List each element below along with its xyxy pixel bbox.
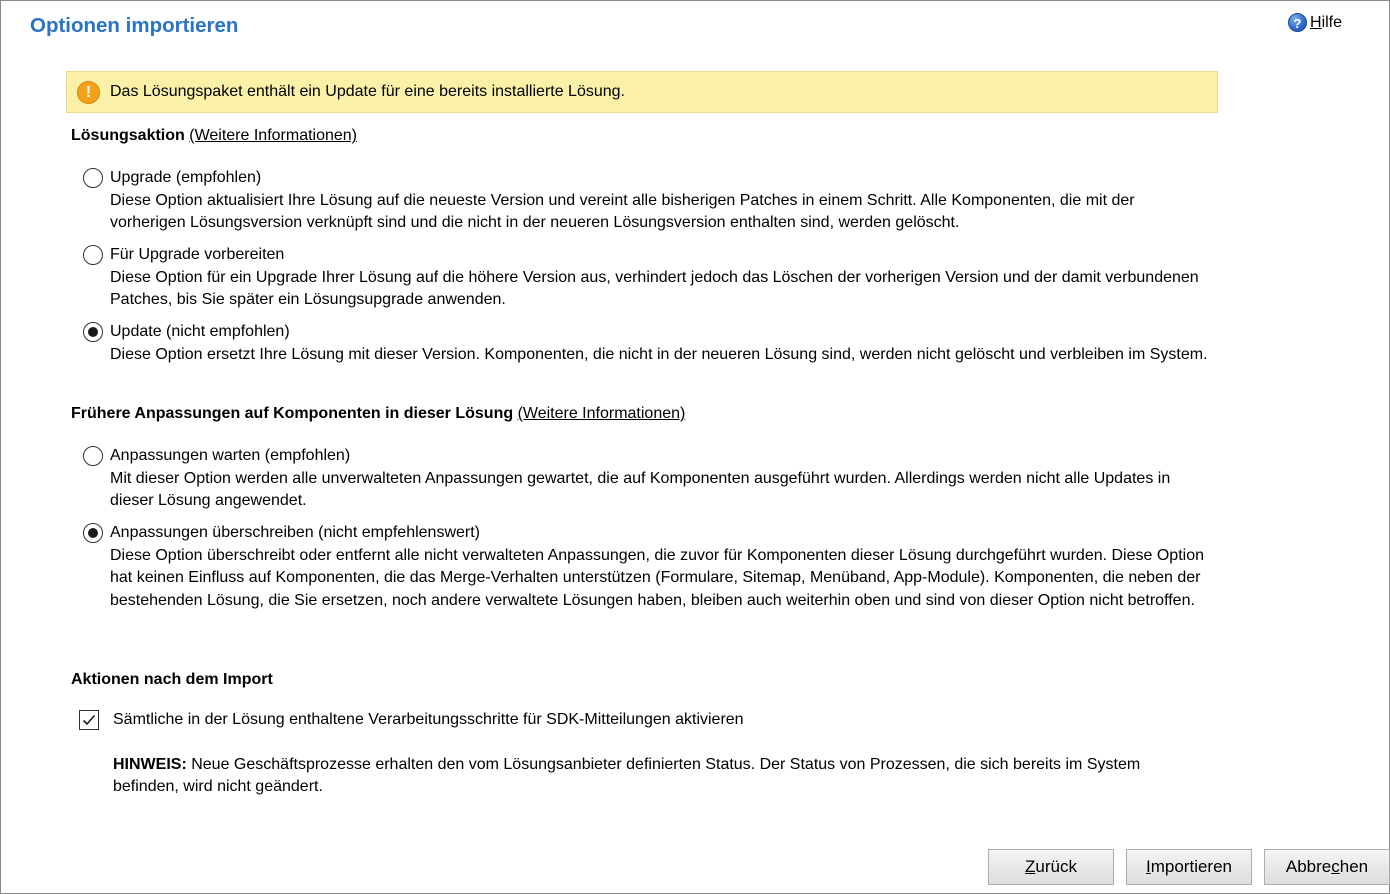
import-label-rest: mportieren [1150, 857, 1232, 876]
post-import-heading [71, 671, 273, 689]
note-text [113, 754, 1193, 799]
customizations-title: Frühere Anpassungen auf Komponenten in dieser Lösung [71, 405, 514, 422]
cancel-access-key: c [1331, 857, 1340, 876]
help-label-rest: ilfe [1321, 13, 1343, 31]
option-overwrite-customizations-label[interactable]: Anpassungen überschreiben (nicht empfehlenswert) [110, 524, 480, 541]
option-stage-for-upgrade-label[interactable]: Für Upgrade vorbereiten [110, 246, 285, 263]
option-stage-for-upgrade-description: Diese Option für ein Upgrade Ihrer Lösung auf die höhere Version aus, verhindert jedoch das Löschen der vorherigen Version und der damit verbundenen Patches, bis Sie später ein Lösungsupgrade anwenden. [110, 269, 1199, 309]
cancel-label-start: Abbre [1285, 857, 1332, 876]
warning-text: Das Lösungspaket enthält ein Update für eine bereits installierte Lösung. [110, 83, 625, 100]
note-label: HINWEIS: [113, 756, 187, 773]
option-overwrite-customizations-description: Diese Option überschreibt oder entfernt alle nicht verwalteten Anpassungen, die zuvor für Komponenten dieser Lösung durchgeführt wurden. Diese Option hat keinen Einfluss auf Komponenten, die das Merge-Verhalten unterstützen (Formulare, Sitemap, Menüband, App-Module). Komponenten, die neben der bestehenden Lösung, die Sie ersetzen, noch andere verwaltete Lösungen haben, bleiben auch weiterhin oben und sind von dieser Option nicht betroffen. [110, 547, 1204, 609]
radio-update[interactable] [83, 322, 103, 342]
radio-stage-for-upgrade[interactable] [83, 245, 103, 265]
activate-sdk-steps-checkbox[interactable] [79, 710, 99, 730]
solution-action-more-info-link[interactable]: (Weitere Informationen) [189, 127, 358, 144]
cancel-label-end: hen [1339, 857, 1369, 876]
radio-overwrite-customizations[interactable] [83, 523, 103, 543]
back-access-key: Z [1025, 857, 1036, 876]
activate-sdk-steps-label[interactable]: Sämtliche in der Lösung enthaltene Verarbeitungsschritte für SDK-Mitteilungen aktivieren [113, 711, 744, 728]
warning-banner [66, 71, 1218, 113]
post-import-title: Aktionen nach dem Import [71, 671, 273, 688]
option-maintain-customizations-description: Mit dieser Option werden alle unverwalteten Anpassungen gewartet, die auf Komponenten ausgeführt wurden. Allerdings werden nicht alle Updates in dieser Lösung angewendet. [110, 470, 1171, 510]
help-access-key: H [1310, 13, 1322, 31]
dialog-title: Optionen importieren [30, 14, 239, 37]
customizations-more-info-link[interactable]: (Weitere Informationen) [517, 405, 686, 422]
help-icon: ? [1288, 13, 1307, 32]
option-update-label[interactable]: Update (nicht empfohlen) [110, 323, 290, 340]
help-link[interactable] [1288, 13, 1342, 32]
option-update-description: Diese Option ersetzt Ihre Lösung mit dieser Version. Komponenten, die nicht in der neueren Lösung sind, werden nicht gelöscht und verbleiben im System. [110, 346, 1208, 363]
help-label[interactable] [1310, 14, 1342, 32]
checkmark-icon [82, 713, 96, 727]
customizations-heading [71, 405, 685, 423]
option-upgrade-label[interactable]: Upgrade (empfohlen) [110, 169, 262, 186]
solution-action-heading [71, 127, 357, 145]
cancel-button[interactable] [1264, 849, 1390, 885]
back-label-rest: urück [1035, 857, 1077, 876]
back-button[interactable] [988, 849, 1114, 885]
note-body: Neue Geschäftsprozesse erhalten den vom Lösungsanbieter definierten Status. Der Status von Prozessen, die sich bereits im System befinden, wird nicht geändert. [113, 756, 1141, 796]
import-access-key: I [1146, 857, 1151, 876]
radio-upgrade[interactable] [83, 168, 103, 188]
solution-action-title: Lösungsaktion [71, 127, 185, 144]
import-button[interactable] [1126, 849, 1252, 885]
option-upgrade-description: Diese Option aktualisiert Ihre Lösung auf die neueste Version und vereint alle bisherigen Patches in einem Schritt. Alle Komponenten, die mit der vorherigen Lösungsversion verknüpft sind und die nicht in der neueren Lösungsversion enthalten sind, werden gelöscht. [110, 192, 1135, 232]
radio-maintain-customizations[interactable] [83, 446, 103, 466]
warning-icon: ! [77, 81, 100, 104]
option-maintain-customizations-label[interactable]: Anpassungen warten (empfohlen) [110, 447, 351, 464]
